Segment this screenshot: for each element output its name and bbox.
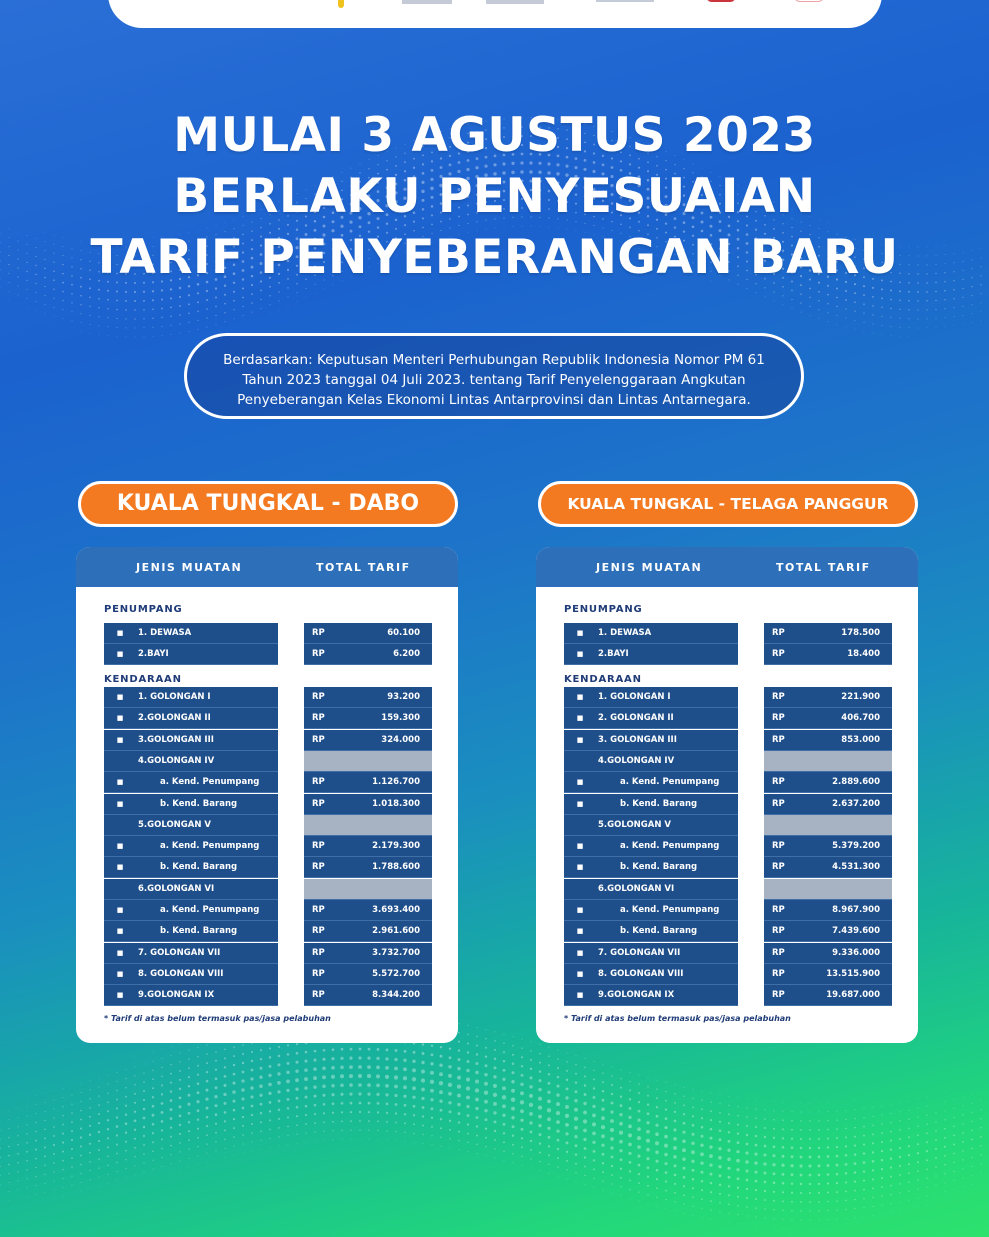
row-label: 3.GOLONGAN III bbox=[138, 734, 214, 745]
car-icon: ■ bbox=[576, 778, 584, 787]
table-row bbox=[104, 943, 278, 964]
row-value bbox=[764, 964, 892, 985]
row-value bbox=[304, 644, 432, 665]
legal-basis-box bbox=[184, 333, 804, 419]
currency-label: RP bbox=[772, 628, 785, 638]
row-value bbox=[304, 921, 432, 942]
row-label: 9.GOLONGAN IX bbox=[598, 990, 675, 1001]
tariff-amount: 6.200 bbox=[393, 649, 420, 659]
row-value bbox=[304, 964, 432, 985]
row-label: 6.GOLONGAN VI bbox=[598, 883, 675, 894]
currency-label: RP bbox=[772, 777, 785, 788]
currency-label: RP bbox=[312, 777, 325, 788]
currency-label: RP bbox=[312, 862, 325, 873]
table-row bbox=[104, 921, 278, 942]
route-title-dabo: KUALA TUNGKAL - DABO bbox=[78, 481, 458, 527]
tariff-note: * Tarif di atas belum termasuk pas/jasa pelabuhan bbox=[104, 1014, 331, 1023]
logo-bar bbox=[108, 0, 882, 28]
row-value bbox=[764, 623, 892, 644]
row-value bbox=[764, 921, 892, 942]
trailer-icon: ■ bbox=[116, 969, 124, 978]
currency-label: RP bbox=[772, 905, 785, 915]
tariff-amount: 324.000 bbox=[381, 734, 420, 745]
table-header bbox=[76, 547, 458, 587]
truck-icon: ■ bbox=[576, 948, 584, 957]
row-value bbox=[304, 623, 432, 644]
tariff-amount: 4.531.300 bbox=[832, 862, 880, 873]
row-label: a. Kend. Penumpang bbox=[620, 841, 720, 852]
row-label: b. Kend. Barang bbox=[160, 926, 238, 937]
currency-label: RP bbox=[772, 990, 785, 1001]
column-header-item: JENIS MUATAN bbox=[136, 561, 243, 574]
motorcycle-icon: ■ bbox=[116, 714, 124, 723]
table-row bbox=[104, 623, 278, 644]
table-row bbox=[104, 815, 278, 836]
row-label: 1. DEWASA bbox=[598, 628, 652, 638]
bus-icon: ■ bbox=[116, 842, 124, 851]
tariff-amount: 8.967.900 bbox=[832, 905, 880, 915]
tariff-amount: 3.693.400 bbox=[372, 905, 420, 915]
table-row bbox=[564, 985, 738, 1006]
section-vehicle: KENDARAAN bbox=[104, 674, 182, 685]
table-row bbox=[104, 687, 278, 708]
currency-label: RP bbox=[312, 968, 325, 979]
table-row bbox=[564, 623, 738, 644]
row-label: 6.GOLONGAN VI bbox=[138, 883, 215, 894]
bus-icon: ■ bbox=[576, 842, 584, 851]
row-value bbox=[764, 772, 892, 793]
row-label: 4.GOLONGAN IV bbox=[138, 755, 215, 766]
adult-icon: ■ bbox=[576, 629, 584, 637]
trailer-icon: ■ bbox=[116, 991, 124, 1000]
tariff-amount: 13.515.900 bbox=[826, 968, 880, 979]
row-value bbox=[764, 815, 892, 836]
row-value bbox=[764, 708, 892, 729]
baby-icon: ■ bbox=[576, 650, 584, 658]
row-value bbox=[304, 985, 432, 1006]
table-row bbox=[104, 644, 278, 665]
currency-label: RP bbox=[772, 968, 785, 979]
legal-basis-line: Tahun 2023 tanggal 04 Juli 2023. tentang Tarif Penyelenggaraan Angkutan bbox=[242, 372, 746, 388]
tariff-amount: 853.000 bbox=[841, 734, 880, 745]
row-label: b. Kend. Barang bbox=[160, 798, 238, 809]
row-label: 3. GOLONGAN III bbox=[598, 734, 677, 745]
headline-line: BERLAKU PENYESUAIAN bbox=[173, 169, 816, 224]
table-row bbox=[564, 964, 738, 985]
row-label: a. Kend. Penumpang bbox=[160, 777, 260, 788]
row-label: b. Kend. Barang bbox=[620, 798, 698, 809]
headline-line: MULAI 3 AGUSTUS 2023 bbox=[173, 108, 816, 163]
table-row bbox=[564, 815, 738, 836]
pickup-icon: ■ bbox=[576, 799, 584, 808]
legal-basis-line: Penyeberangan Kelas Ekonomi Lintas Antarprovinsi dan Lintas Antarnegara. bbox=[237, 392, 751, 408]
table-row bbox=[104, 836, 278, 857]
row-value bbox=[764, 644, 892, 665]
row-label: a. Kend. Penumpang bbox=[160, 841, 260, 852]
table-header bbox=[536, 547, 918, 587]
bus-icon: ■ bbox=[576, 906, 584, 914]
table-row bbox=[564, 751, 738, 772]
row-label: 4.GOLONGAN IV bbox=[598, 755, 675, 766]
row-value bbox=[764, 687, 892, 708]
table-row bbox=[104, 794, 278, 815]
row-label: 1. DEWASA bbox=[138, 628, 192, 638]
row-value bbox=[304, 943, 432, 964]
tariff-amount: 3.732.700 bbox=[372, 947, 420, 958]
row-value bbox=[304, 815, 432, 836]
row-label: 2.BAYI bbox=[598, 649, 629, 659]
tariff-amount: 178.500 bbox=[841, 628, 880, 638]
table-row bbox=[104, 964, 278, 985]
table-row bbox=[104, 857, 278, 878]
row-label: b. Kend. Barang bbox=[620, 926, 698, 937]
column-header-total: TOTAL TARIF bbox=[316, 561, 411, 574]
table-row bbox=[564, 730, 738, 751]
row-value bbox=[304, 857, 432, 878]
table-row bbox=[564, 687, 738, 708]
tariff-amount: 5.379.200 bbox=[832, 841, 880, 852]
currency-label: RP bbox=[772, 734, 785, 745]
tariff-amount: 93.200 bbox=[387, 692, 420, 702]
row-value bbox=[304, 879, 432, 900]
row-value bbox=[304, 836, 432, 857]
truck-icon: ■ bbox=[576, 863, 584, 872]
headline-line: TARIF PENYEBERANGAN BARU bbox=[90, 230, 899, 285]
row-label: 7. GOLONGAN VII bbox=[598, 947, 681, 958]
tariff-amount: 221.900 bbox=[841, 692, 880, 702]
row-value bbox=[764, 879, 892, 900]
table-row bbox=[564, 879, 738, 900]
truck-icon: ■ bbox=[116, 948, 124, 957]
table-row bbox=[564, 900, 738, 921]
tariff-amount: 1.126.700 bbox=[372, 777, 420, 788]
table-row bbox=[104, 985, 278, 1006]
tariff-amount: 19.687.000 bbox=[826, 990, 880, 1001]
row-label: 5.GOLONGAN V bbox=[138, 819, 212, 830]
partner-logo bbox=[596, 0, 654, 2]
table-row bbox=[564, 794, 738, 815]
currency-label: RP bbox=[312, 841, 325, 852]
tariff-amount: 9.336.000 bbox=[832, 947, 880, 958]
tariff-amount: 2.961.600 bbox=[372, 926, 420, 937]
table-row bbox=[104, 900, 278, 921]
motorcycle-large-icon: ■ bbox=[116, 735, 124, 744]
currency-label: RP bbox=[772, 841, 785, 852]
pickup-icon: ■ bbox=[116, 799, 124, 808]
table-row bbox=[564, 772, 738, 793]
column-header-total: TOTAL TARIF bbox=[776, 561, 871, 574]
currency-label: RP bbox=[772, 947, 785, 958]
currency-label: RP bbox=[772, 713, 785, 724]
currency-label: RP bbox=[312, 798, 325, 809]
section-vehicle: KENDARAAN bbox=[564, 674, 642, 685]
currency-label: RP bbox=[312, 734, 325, 745]
row-label: 1. GOLONGAN I bbox=[138, 692, 211, 702]
currency-label: RP bbox=[772, 798, 785, 809]
row-label: 8. GOLONGAN VIII bbox=[598, 968, 684, 979]
row-value bbox=[764, 857, 892, 878]
truck-icon: ■ bbox=[576, 927, 584, 936]
row-label: a. Kend. Penumpang bbox=[620, 905, 720, 915]
table-row bbox=[104, 730, 278, 751]
tariff-amount: 1.788.600 bbox=[372, 862, 420, 873]
trailer-icon: ■ bbox=[576, 969, 584, 978]
row-value bbox=[304, 900, 432, 921]
bicycle-icon: ■ bbox=[576, 693, 584, 701]
tariff-note: * Tarif di atas belum termasuk pas/jasa pelabuhan bbox=[564, 1014, 791, 1023]
table-row bbox=[564, 921, 738, 942]
adult-icon: ■ bbox=[116, 629, 124, 637]
tariff-amount: 2.179.300 bbox=[372, 841, 420, 852]
currency-label: RP bbox=[772, 649, 785, 659]
row-value bbox=[304, 708, 432, 729]
table-row bbox=[564, 644, 738, 665]
currency-label: RP bbox=[772, 926, 785, 937]
row-label: 9.GOLONGAN IX bbox=[138, 990, 215, 1001]
section-passenger: PENUMPANG bbox=[564, 604, 643, 615]
tariff-amount: 18.400 bbox=[847, 649, 880, 659]
tariff-amount: 5.572.700 bbox=[372, 968, 420, 979]
row-value bbox=[304, 751, 432, 772]
currency-label: RP bbox=[312, 905, 325, 915]
tariff-amount: 2.637.200 bbox=[832, 798, 880, 809]
row-value bbox=[304, 687, 432, 708]
currency-label: RP bbox=[312, 990, 325, 1001]
table-row bbox=[564, 857, 738, 878]
partner-logo bbox=[486, 0, 544, 4]
currency-label: RP bbox=[772, 692, 785, 702]
car-icon: ■ bbox=[116, 778, 124, 787]
row-label: 5.GOLONGAN V bbox=[598, 819, 672, 830]
row-value bbox=[764, 943, 892, 964]
row-value bbox=[304, 730, 432, 751]
row-label: 8. GOLONGAN VIII bbox=[138, 968, 224, 979]
tariff-amount: 1.018.300 bbox=[372, 798, 420, 809]
legal-basis-line: Berdasarkan: Keputusan Menteri Perhubungan Republik Indonesia Nomor PM 61 bbox=[223, 352, 765, 368]
table-row bbox=[104, 708, 278, 729]
currency-label: RP bbox=[312, 692, 325, 702]
row-label: 2.GOLONGAN II bbox=[138, 713, 211, 724]
row-label: b. Kend. Barang bbox=[620, 862, 698, 873]
route-title-telaga-panggur: KUALA TUNGKAL - TELAGA PANGGUR bbox=[538, 481, 918, 527]
tariff-amount: 2.889.600 bbox=[832, 777, 880, 788]
currency-label: RP bbox=[772, 862, 785, 873]
row-label: a. Kend. Penumpang bbox=[620, 777, 720, 788]
row-label: 7. GOLONGAN VII bbox=[138, 947, 221, 958]
partner-logo bbox=[338, 0, 344, 8]
row-value bbox=[304, 794, 432, 815]
row-value bbox=[764, 730, 892, 751]
row-label: b. Kend. Barang bbox=[160, 862, 238, 873]
truck-icon: ■ bbox=[116, 927, 124, 936]
row-label: a. Kend. Penumpang bbox=[160, 905, 260, 915]
table-row bbox=[564, 836, 738, 857]
row-label: 2.BAYI bbox=[138, 649, 169, 659]
truck-icon: ■ bbox=[116, 863, 124, 872]
row-value bbox=[304, 772, 432, 793]
tariff-table-dabo bbox=[76, 547, 458, 1043]
partner-logo bbox=[794, 0, 824, 2]
bicycle-icon: ■ bbox=[116, 693, 124, 701]
tariff-table-telaga-panggur bbox=[536, 547, 918, 1043]
motorcycle-large-icon: ■ bbox=[576, 735, 584, 744]
tariff-amount: 159.300 bbox=[381, 713, 420, 724]
partner-logo bbox=[706, 0, 736, 2]
row-value bbox=[764, 794, 892, 815]
row-value bbox=[764, 836, 892, 857]
column-header-item: JENIS MUATAN bbox=[596, 561, 703, 574]
row-label: 1. GOLONGAN I bbox=[598, 692, 671, 702]
partner-logo bbox=[402, 0, 452, 4]
currency-label: RP bbox=[312, 947, 325, 958]
currency-label: RP bbox=[312, 713, 325, 724]
row-label: 2. GOLONGAN II bbox=[598, 713, 674, 724]
tariff-amount: 8.344.200 bbox=[372, 990, 420, 1001]
tariff-amount: 60.100 bbox=[387, 628, 420, 638]
motorcycle-icon: ■ bbox=[576, 714, 584, 723]
table-row bbox=[104, 751, 278, 772]
row-value bbox=[764, 751, 892, 772]
table-row bbox=[104, 879, 278, 900]
headline bbox=[0, 105, 989, 288]
tariff-amount: 7.439.600 bbox=[832, 926, 880, 937]
table-row bbox=[104, 772, 278, 793]
baby-icon: ■ bbox=[116, 650, 124, 658]
row-value bbox=[764, 900, 892, 921]
row-value bbox=[764, 985, 892, 1006]
section-passenger: PENUMPANG bbox=[104, 604, 183, 615]
table-row bbox=[564, 708, 738, 729]
currency-label: RP bbox=[312, 926, 325, 937]
currency-label: RP bbox=[312, 628, 325, 638]
tariff-amount: 406.700 bbox=[841, 713, 880, 724]
bus-icon: ■ bbox=[116, 906, 124, 914]
trailer-icon: ■ bbox=[576, 991, 584, 1000]
currency-label: RP bbox=[312, 649, 325, 659]
table-row bbox=[564, 943, 738, 964]
